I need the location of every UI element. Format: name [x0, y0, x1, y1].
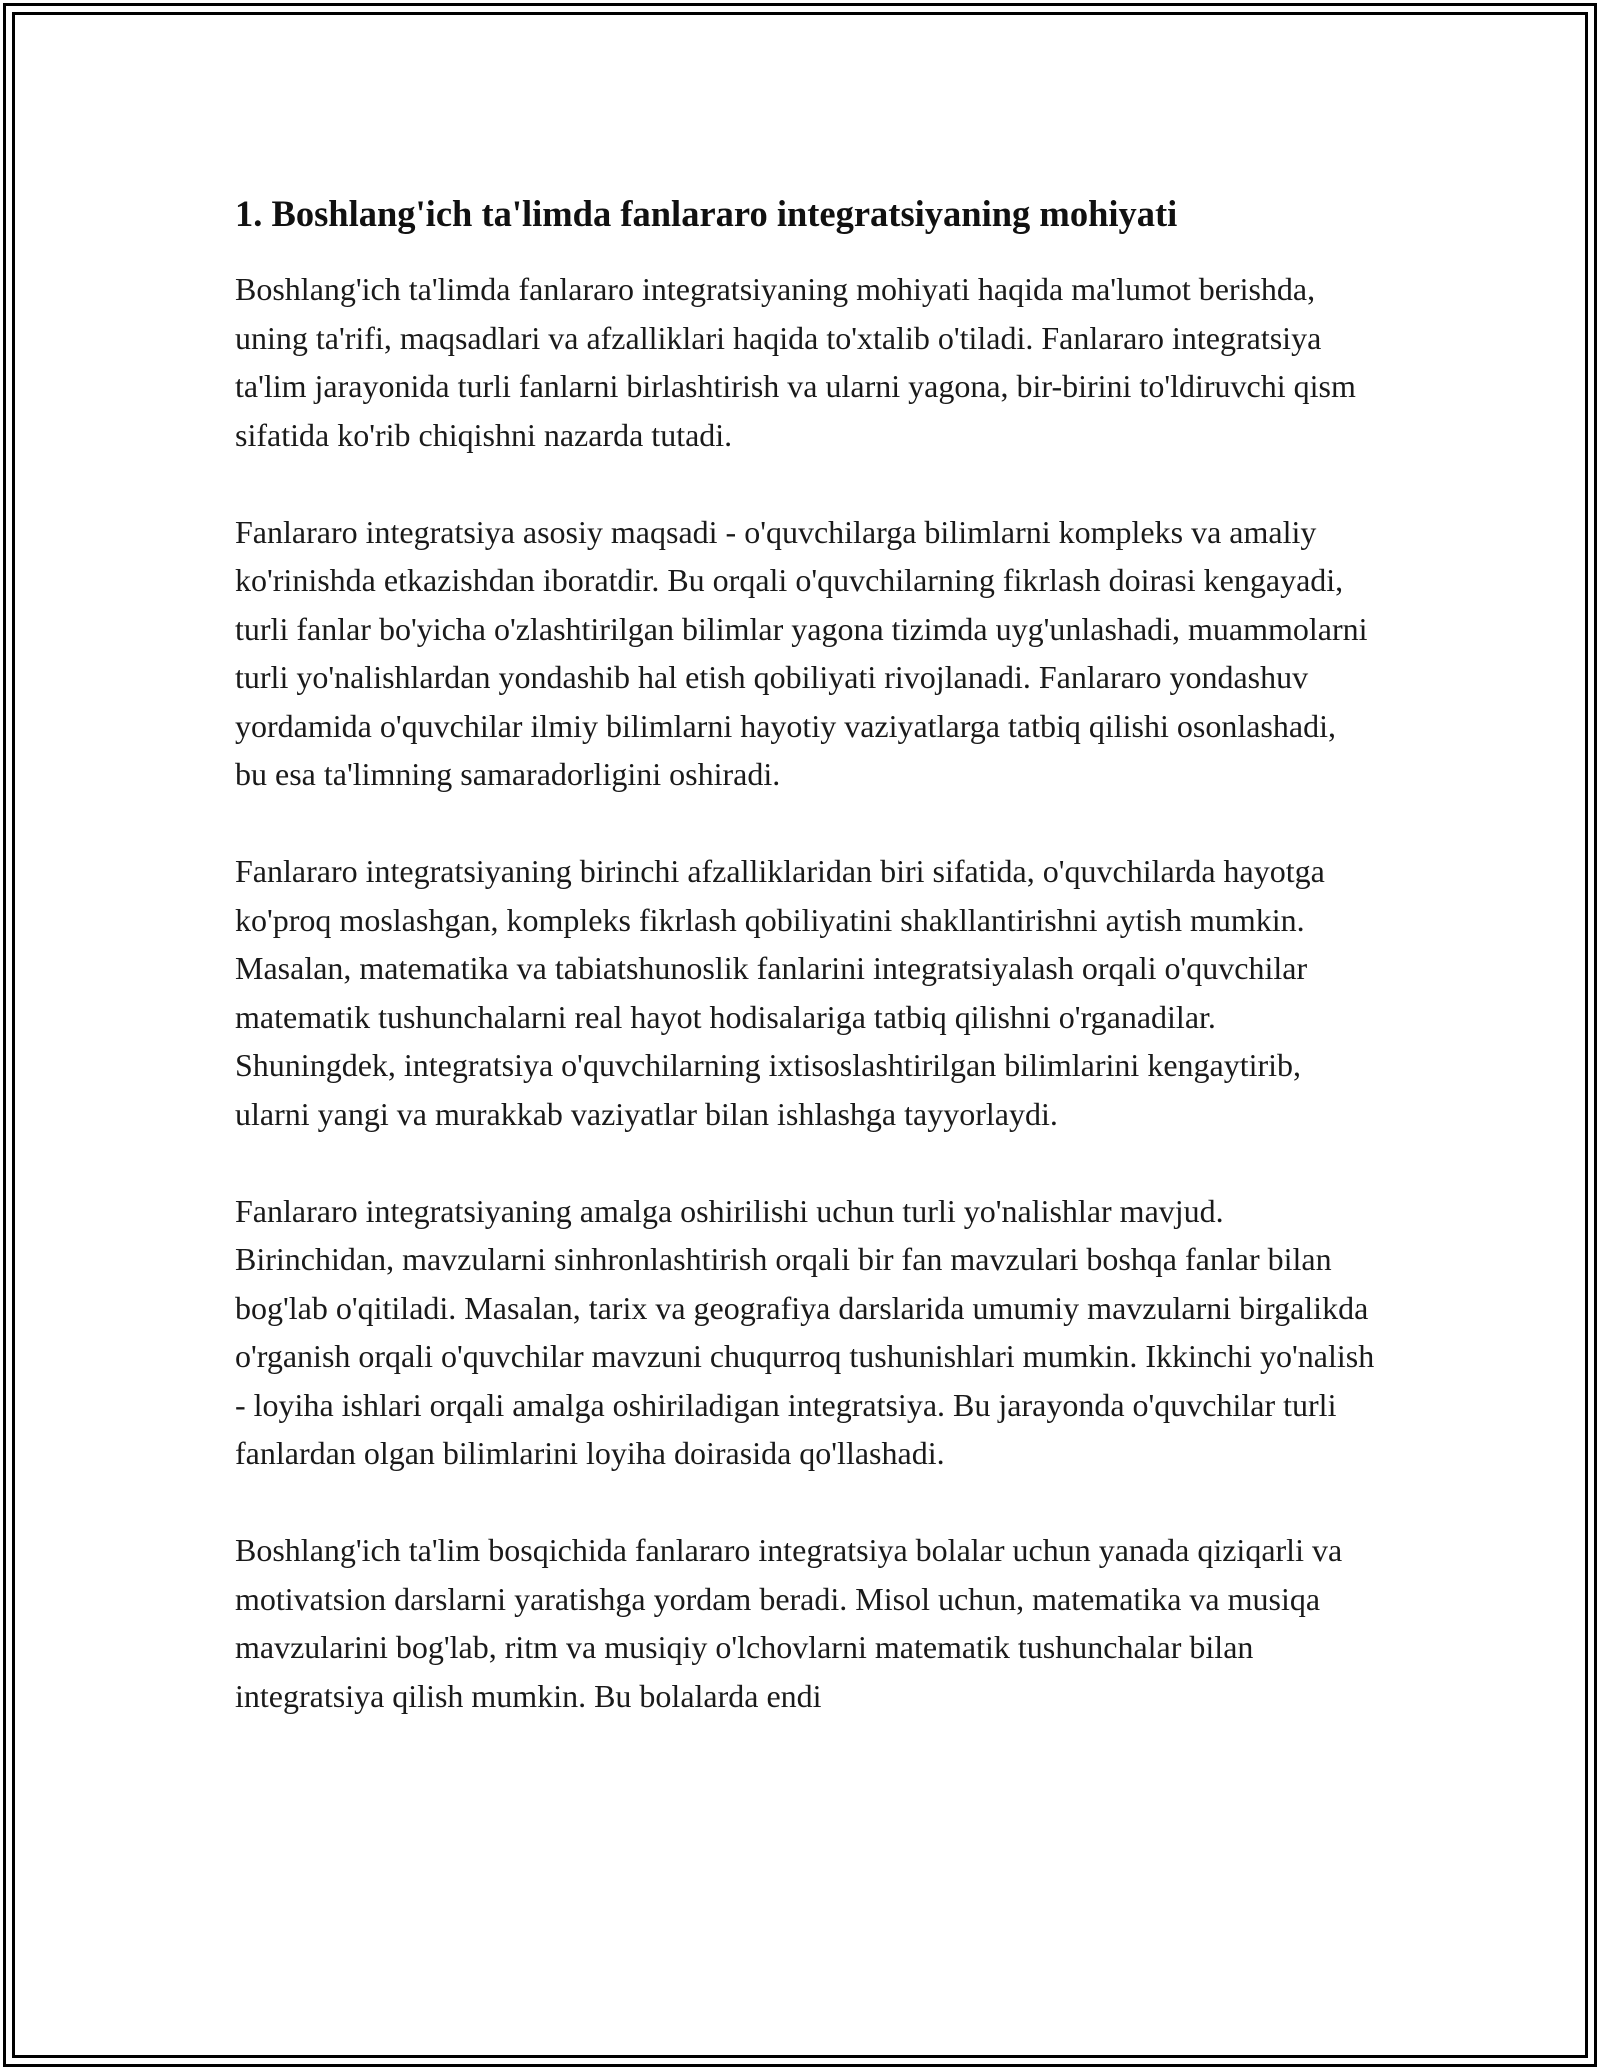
- paragraph: Fanlararo integratsiyaning birinchi afzalliklaridan biri sifatida, o'quvchilarda hayotga ko'proq moslashgan, kompleks fikrlash qobiliyatini shakllantirishni aytish mumkin. Masalan, matematika va tabiatshunoslik fanlarini integratsiyalash orqali o'quvchilar matematik tushunchalarni real hayot hodisalariga tatbiq qilishni o'rganadilar. Shuningdek, integratsiya o'quvchilarning ixtisoslashtirilgan bilimlarini kengaytirib, ularni yangi va murakkab vaziyatlar bilan ishlashga tayyorlaydi.: [235, 853, 1325, 1132]
- section-heading: 1. Boshlang'ich ta'limda fanlararo integratsiyaning mohiyati: [235, 193, 1178, 234]
- paragraph: Fanlararo integratsiyaning amalga oshirilishi uchun turli yo'nalishlar mavjud. Birinchidan, mavzularni sinhronlashtirish orqali bir fan mavzulari boshqa fanlar bilan bog'lab o'qitiladi. Masalan, tarix va geografiya darslarida umumiy mavzularni birgalikda o'rganish orqali o'quvchilar mavzuni chuqurroq tushunishlari mumkin. Ikkinchi yo'nalish - loyiha ishlari orqali amalga oshiriladigan integratsiya. Bu jarayonda o'quvchilar turli fanlardan olgan bilimlarini loyiha doirasida qo'llashadi.: [235, 1192, 1375, 1471]
- document-body: [235, 185, 1375, 1720]
- paragraph: Boshlang'ich ta'limda fanlararo integratsiyaning mohiyati haqida ma'lumot berishda, uning ta'rifi, maqsadlari va afzalliklari haqida to'xtalib o'tiladi. Fanlararo integratsiya ta'lim jarayonida turli fanlarni birlashtirish va ularni yagona, bir-birini to'ldiruvchi qism sifatida ko'rib chiqishni nazarda tutadi.: [235, 271, 1356, 453]
- paragraph: Fanlararo integratsiya asosiy maqsadi - o'quvchilarga bilimlarni kompleks va amaliy ko'rinishda etkazishdan iboratdir. Bu orqali o'quvchilarning fikrlash doirasi kengayadi, turli fanlar bo'yicha o'zlashtirilgan bilimlar yagona tizimda uyg'unlashadi, muammolarni turli yo'nalishlardan yondashib hal etish qobiliyati rivojlanadi. Fanlararo yondashuv yordamida o'quvchilar ilmiy bilimlarni hayotiy vaziyatlarga tatbiq qilishi osonlashadi, bu esa ta'limning samaradorligini oshiradi.: [235, 513, 1368, 792]
- paragraph: Boshlang'ich ta'lim bosqichida fanlararo integratsiya bolalar uchun yanada qiziqarli va motivatsion darslarni yaratishga yordam beradi. Misol uchun, matematika va musiqa mavzularini bog'lab, ritm va musiqiy o'lchovlarni matematik tushunchalar bilan integratsiya qilish mumkin. Bu bolalarda endi: [235, 1532, 1343, 1714]
